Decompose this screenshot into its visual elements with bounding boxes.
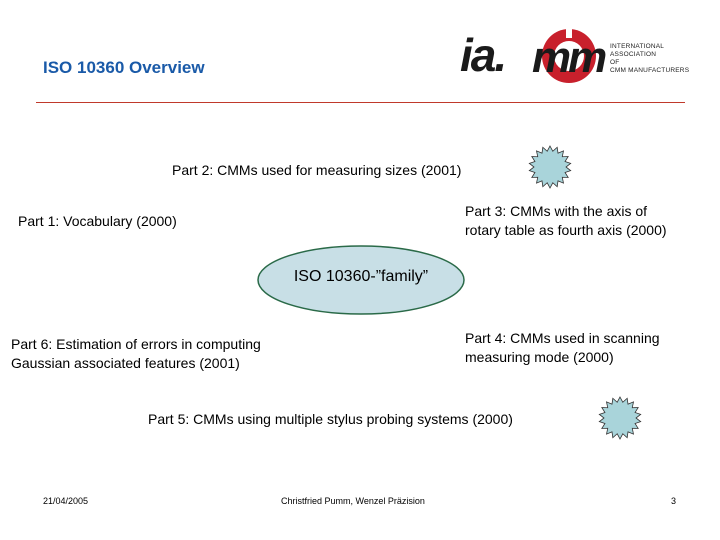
part5-label: Part 5: CMMs using multiple stylus probing systems (2000) xyxy=(148,411,513,427)
footer-author: Christfried Pumm, Wenzel Präzision xyxy=(281,496,425,506)
part3-line: rotary table as fourth axis (2000) xyxy=(465,222,667,238)
logo-caption-line: OF xyxy=(610,59,620,66)
iacmm-logo xyxy=(458,26,688,86)
part1-label: Part 1: Vocabulary (2000) xyxy=(18,213,177,229)
logo-mm-mark xyxy=(528,26,610,86)
header-divider xyxy=(36,102,685,103)
part3-label xyxy=(465,202,667,240)
part4-label xyxy=(465,329,660,367)
slide-title: ISO 10360 Overview xyxy=(43,58,205,77)
part6-line: Gaussian associated features (2001) xyxy=(11,355,240,371)
logo-caption-line: INTERNATIONAL xyxy=(610,43,665,50)
logo-caption-line: ASSOCIATION xyxy=(610,51,657,58)
part2-label: Part 2: CMMs used for measuring sizes (2001) xyxy=(172,162,462,178)
logo-caption-line: CMM MANUFACTURERS xyxy=(610,67,690,74)
footer-page-number: 3 xyxy=(671,496,677,506)
starburst-icon xyxy=(528,145,572,189)
part4-line: Part 4: CMMs used in scanning xyxy=(465,330,660,346)
part6-label xyxy=(11,335,261,373)
footer-date: 21/04/2005 xyxy=(43,496,89,506)
iso-family-ellipse xyxy=(256,244,466,316)
iso-family-label: ISO 10360-”family” xyxy=(293,268,429,285)
part6-line: Part 6: Estimation of errors in computing xyxy=(11,336,261,352)
starburst-icon xyxy=(598,396,642,440)
logo-mm-text: mm xyxy=(532,33,605,82)
part3-line: Part 3: CMMs with the axis of xyxy=(465,203,648,219)
logo-ia-text: ia. xyxy=(460,29,506,81)
logo-caption xyxy=(610,43,689,75)
part4-line: measuring mode (2000) xyxy=(465,349,614,365)
